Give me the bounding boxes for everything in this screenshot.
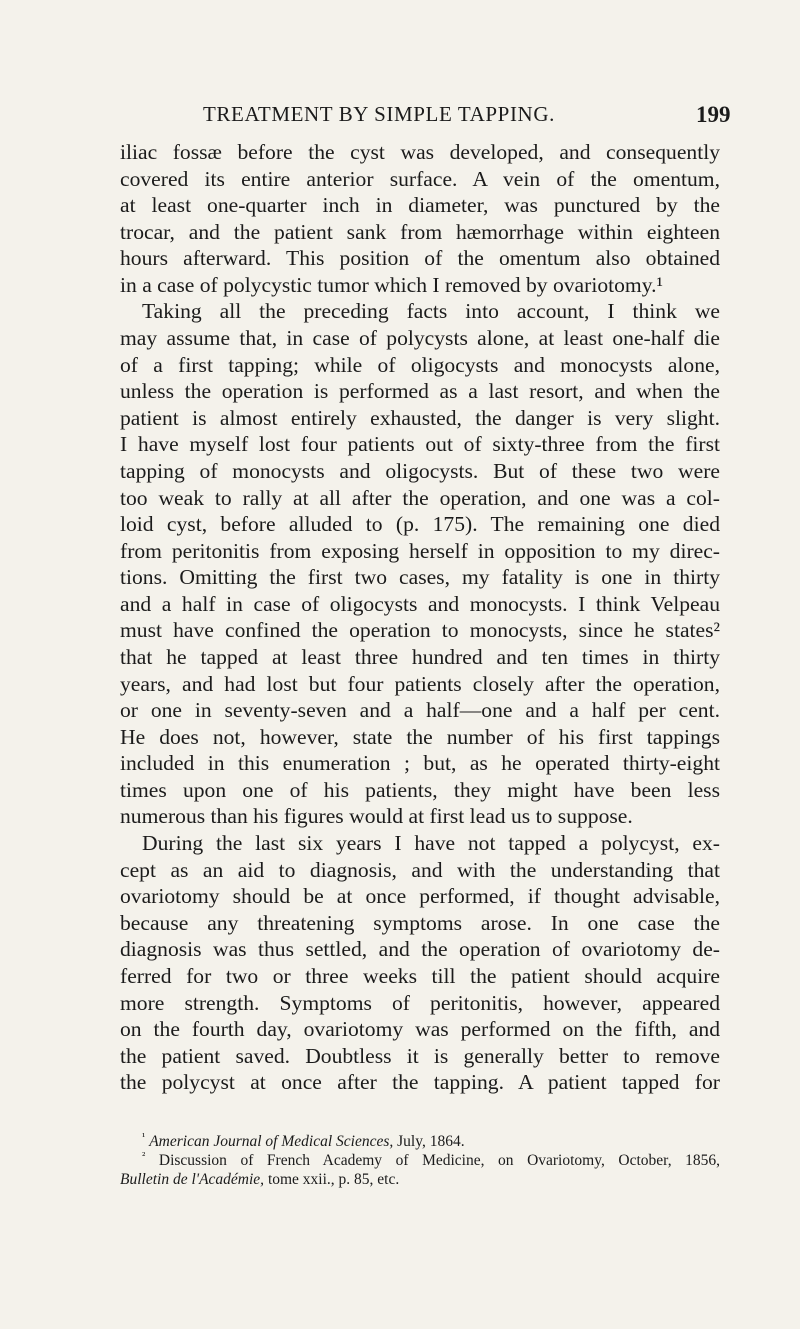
text-line: and a half in case of oligocysts and monocysts. I think Velpeau [120, 591, 720, 616]
footnote-2-text: Discussion of French Academy of Medicine, on Ovariotomy, October, 1856, [158, 1152, 721, 1170]
text-line: numerous than his figures would at first lead us to suppose. [120, 804, 633, 829]
text-line: ferred for two or three weeks till the patient should acquire [120, 963, 720, 988]
text-line: may assume that, in case of polycysts alone, at least one-half die [120, 326, 720, 351]
text-line: unless the operation is performed as a last resort, and when the [120, 379, 720, 404]
text-line: trocar, and the patient sank from hæmorrhage within eighteen [120, 219, 720, 244]
text-line: tapping of monocysts and oligocysts. But of these two were [120, 458, 720, 483]
footnotes [120, 1132, 720, 1190]
text-line: diagnosis was thus settled, and the operation of ovariotomy de- [120, 937, 720, 962]
text-line: more strength. Symptoms of peritonitis, however, appeared [120, 990, 720, 1015]
text-line: because any threatening symptoms arose. In one case the [120, 910, 720, 935]
text-line: Taking all the preceding facts into account, I think we [142, 299, 720, 324]
text-line: ovariotomy should be at once performed, if thought advisable, [120, 884, 720, 909]
running-head [0, 102, 800, 132]
footnote-2 [120, 1151, 720, 1170]
text-line: years, and had lost but four patients closely after the operation, [120, 671, 720, 696]
text-line: the patient saved. Doubtless it is generally better to remove [120, 1043, 720, 1068]
text-line: too weak to rally at all after the operation, and one was a col- [120, 485, 720, 510]
text-line: cept as an aid to diagnosis, and with the understanding that [120, 857, 720, 882]
text-line: from peritonitis from exposing herself in opposition to my direc- [120, 538, 720, 563]
footnote-volume: tome xxii., p. 85, etc. [264, 1171, 400, 1189]
body-text [120, 139, 720, 1096]
text-line: or one in seventy-seven and a half—one and a half per cent. [120, 698, 720, 723]
text-line: on the fourth day, ovariotomy was performed on the fifth, and [120, 1017, 720, 1042]
text-line: patient is almost entirely exhausted, the danger is very slight. [120, 405, 720, 430]
text-line: times upon one of his patients, they might have been less [120, 777, 720, 802]
footnote-journal-title: American Journal of Medical Sciences, [149, 1133, 394, 1150]
text-line: He does not, however, state the number of his first tappings [120, 724, 720, 749]
text-line: in a case of polycystic tumor which I removed by ovariotomy.¹ [120, 272, 663, 297]
text-line: iliac fossæ before the cyst was developed, and consequently [120, 140, 720, 164]
footnote-marker: ² [142, 1150, 146, 1163]
text-line: tions. Omitting the first two cases, my fatality is one in thirty [120, 565, 720, 590]
text-line: hours afterward. This position of the omentum also obtained [120, 246, 720, 271]
text-line: During the last six years I have not tapped a polycyst, ex- [142, 831, 720, 856]
footnote-date: July, 1864. [393, 1133, 465, 1150]
text-line: that he tapped at least three hundred and ten times in thirty [120, 644, 720, 669]
page-number: 199 [696, 102, 731, 127]
text-line: must have confined the operation to monocysts, since he states² [120, 618, 720, 643]
text-line: included in this enumeration ; but, as he operated thirty-eight [120, 751, 720, 776]
footnote-2-continued [120, 1170, 720, 1189]
footnote-1 [120, 1132, 720, 1151]
footnote-bulletin-title: Bulletin de l'Académie, [120, 1171, 265, 1189]
text-line: at least one-quarter inch in diameter, was punctured by the [120, 193, 720, 218]
text-line: of a first tapping; while of oligocysts and monocysts alone, [120, 352, 720, 377]
footnote-marker: ¹ [142, 1130, 146, 1143]
text-line: the polycyst at once after the tapping. A patient tapped for [120, 1070, 720, 1095]
running-title: TREATMENT BY SIMPLE TAPPING. [203, 102, 555, 126]
text-line: loid cyst, before alluded to (p. 175). The remaining one died [120, 512, 720, 537]
text-line: I have myself lost four patients out of sixty-three from the first [120, 432, 720, 457]
text-line: covered its entire anterior surface. A vein of the omentum, [120, 166, 720, 191]
